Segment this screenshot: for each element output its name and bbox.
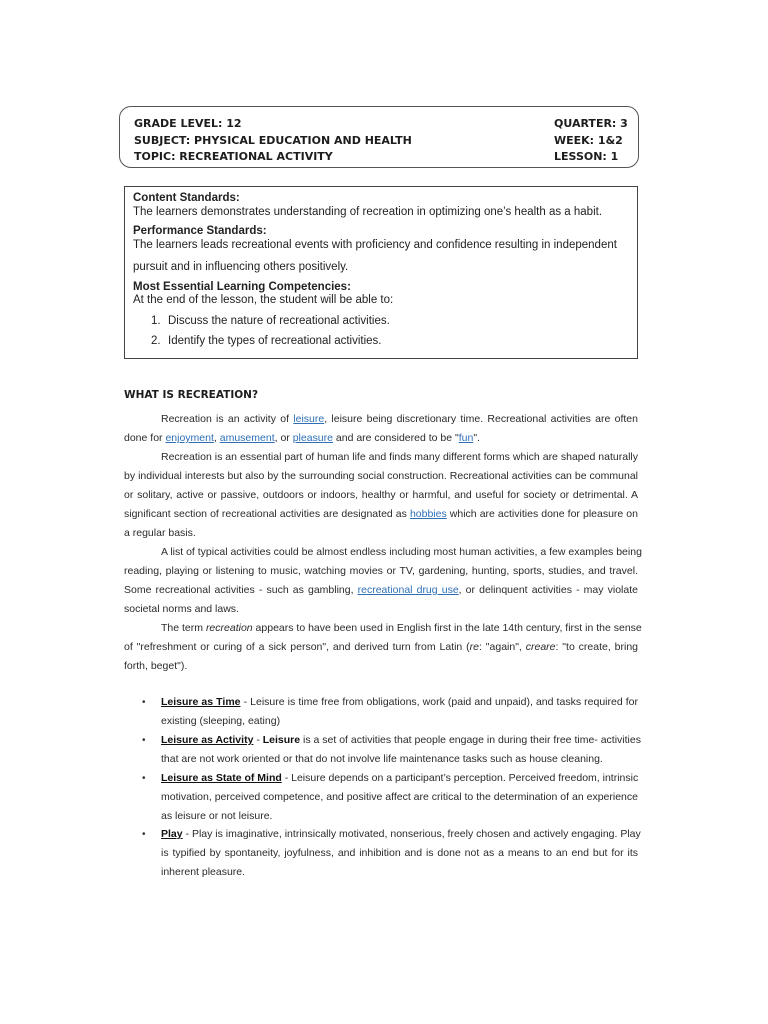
link-hobbies[interactable]: hobbies (409, 508, 447, 520)
paragraph-line: a regular basis. (124, 527, 196, 539)
text-run: which are activities done for pleasure on (446, 508, 638, 520)
bold-text: Leisure (262, 734, 301, 746)
lesson-header-box (119, 106, 639, 168)
bullet-line: existing (sleeping, eating) (161, 715, 281, 727)
paragraph-line (161, 413, 638, 426)
paragraph-line: reading, playing or listening to music, watching movies or TV, gardening, hunting, sports, studies, and travel. (124, 565, 638, 577)
link-fun[interactable]: fun (458, 432, 474, 444)
text-run: is a set of activities that people engage in during their free time- activities (300, 734, 641, 746)
bullet-dot: • (142, 697, 146, 708)
performance-standards-text-2: pursuit and in influencing others positively. (133, 261, 349, 273)
link-recreational-drug-use[interactable]: recreational drug use (357, 584, 459, 596)
paragraph-line: societal norms and laws. (124, 603, 239, 615)
italic-term: re (469, 641, 479, 653)
term-play: Play (161, 828, 183, 840)
content-standards-label: Content Standards: (133, 192, 240, 204)
text-run: significant section of recreational activities are designated as (124, 508, 410, 520)
grade-level: GRADE LEVEL: 12 (134, 117, 242, 130)
text-run: , leisure being discretionary time. Recreational activities are often (324, 413, 638, 425)
text-run: appears to have been used in English first in the late 14th century, first in the sense (252, 622, 642, 634)
lesson: LESSON: 1 (554, 150, 619, 163)
text-run: , (213, 432, 220, 444)
text-run: - Leisure depends on a participant’s perception. Perceived freedom, intrinsic (281, 772, 639, 784)
melc-item (151, 335, 382, 347)
text-run: , or (274, 432, 293, 444)
text-run: Some recreational activities - such as gambling, (124, 584, 358, 596)
melc-label: Most Essential Learning Competencies: (133, 281, 351, 293)
text-run: and are considered to be " (332, 432, 459, 444)
bullet-line: as leisure or not leisure. (161, 810, 273, 822)
term-leisure-as-state-of-mind: Leisure as State of Mind (161, 772, 282, 784)
paragraph-line (124, 641, 638, 654)
header-right-column (554, 116, 628, 166)
bullet-line (161, 696, 638, 708)
text-run: Recreation is an activity of (161, 413, 294, 425)
italic-term: recreation (205, 622, 253, 634)
paragraph-line: A list of typical activities could be almost endless including most human activities, a few examples being (161, 546, 642, 558)
performance-standards-label: Performance Standards: (133, 225, 267, 237)
week: WEEK: 1&2 (554, 133, 623, 147)
paragraph-line (124, 508, 638, 521)
link-pleasure[interactable]: pleasure (292, 432, 333, 444)
topic: TOPIC: RECREATIONAL ACTIVITY (134, 150, 333, 163)
text-run: , or delinquent activities - may violate (458, 584, 638, 596)
link-amusement[interactable]: amusement (219, 432, 275, 444)
italic-term: creare (525, 641, 556, 653)
term-leisure-as-activity: Leisure as Activity (161, 734, 254, 746)
bullet-line: is typified by spontaneity, joyfulness, and inhibition and is done not as a means to an end but for its (161, 847, 638, 859)
bullet-line: that are not work oriented or that do not involve life maintenance tasks such as house cleaning. (161, 753, 603, 765)
text-run: - (253, 734, 263, 746)
text-run: - Play is imaginative, intrinsically motivated, nonserious, freely chosen and actively engaging. Play (182, 828, 641, 840)
text-run: : "again", (478, 641, 526, 653)
text-run: ". (473, 432, 480, 444)
header-left-column (134, 116, 412, 166)
melc-item-number: 2. (151, 335, 161, 347)
paragraph-line: forth, beget"). (124, 660, 188, 672)
performance-standards-text-1: The learners leads recreational events with proficiency and confidence resulting in independent (133, 239, 617, 251)
text-run: of "refreshment or curing of a sick person", and derived turn from Latin ( (124, 641, 470, 653)
text-run: : "to create, bring (555, 641, 638, 653)
quarter: QUARTER: 3 (554, 117, 628, 130)
bullet-line (161, 772, 638, 784)
standards-box (124, 186, 638, 359)
text-run: - Leisure is time free from obligations, work (paid and unpaid), and tasks required for (240, 696, 638, 708)
paragraph-line (124, 584, 638, 597)
link-leisure[interactable]: leisure (293, 413, 325, 425)
melc-intro: At the end of the lesson, the student will be able to: (133, 294, 394, 306)
link-enjoyment[interactable]: enjoyment (165, 432, 214, 444)
bullet-line: motivation, perceived competence, and positive affect are critical to the determination of an experience (161, 791, 638, 803)
text-run: done for (124, 432, 166, 444)
bullet-line (161, 734, 641, 746)
paragraph-line: Recreation is an essential part of human life and finds many different forms which are shaped naturally (161, 451, 638, 463)
bullet-dot: • (142, 773, 146, 784)
bullet-dot: • (142, 735, 146, 746)
melc-item-text: Identify the types of recreational activities. (168, 335, 382, 347)
paragraph-line (124, 432, 638, 445)
term-leisure-as-time: Leisure as Time (161, 696, 241, 708)
melc-item (151, 315, 390, 327)
section-title: WHAT IS RECREATION? (124, 389, 259, 401)
paragraph-line: or solitary, active or passive, outdoors or indoors, healthy or harmful, and useful for society or detrimental. A (124, 489, 638, 501)
melc-item-text: Discuss the nature of recreational activities. (168, 315, 390, 327)
melc-item-number: 1. (151, 315, 161, 327)
paragraph-line: by individual interests but also by the surrounding social construction. Recreational activities can be communal (124, 470, 638, 482)
bullet-dot: • (142, 829, 146, 840)
content-standards-text: The learners demonstrates understanding of recreation in optimizing one’s health as a habit. (133, 206, 603, 218)
text-run: The term (161, 622, 206, 634)
bullet-line: inherent pleasure. (161, 866, 246, 878)
paragraph-line (161, 622, 642, 635)
bullet-line (161, 828, 641, 840)
subject: SUBJECT: PHYSICAL EDUCATION AND HEALTH (134, 133, 412, 147)
